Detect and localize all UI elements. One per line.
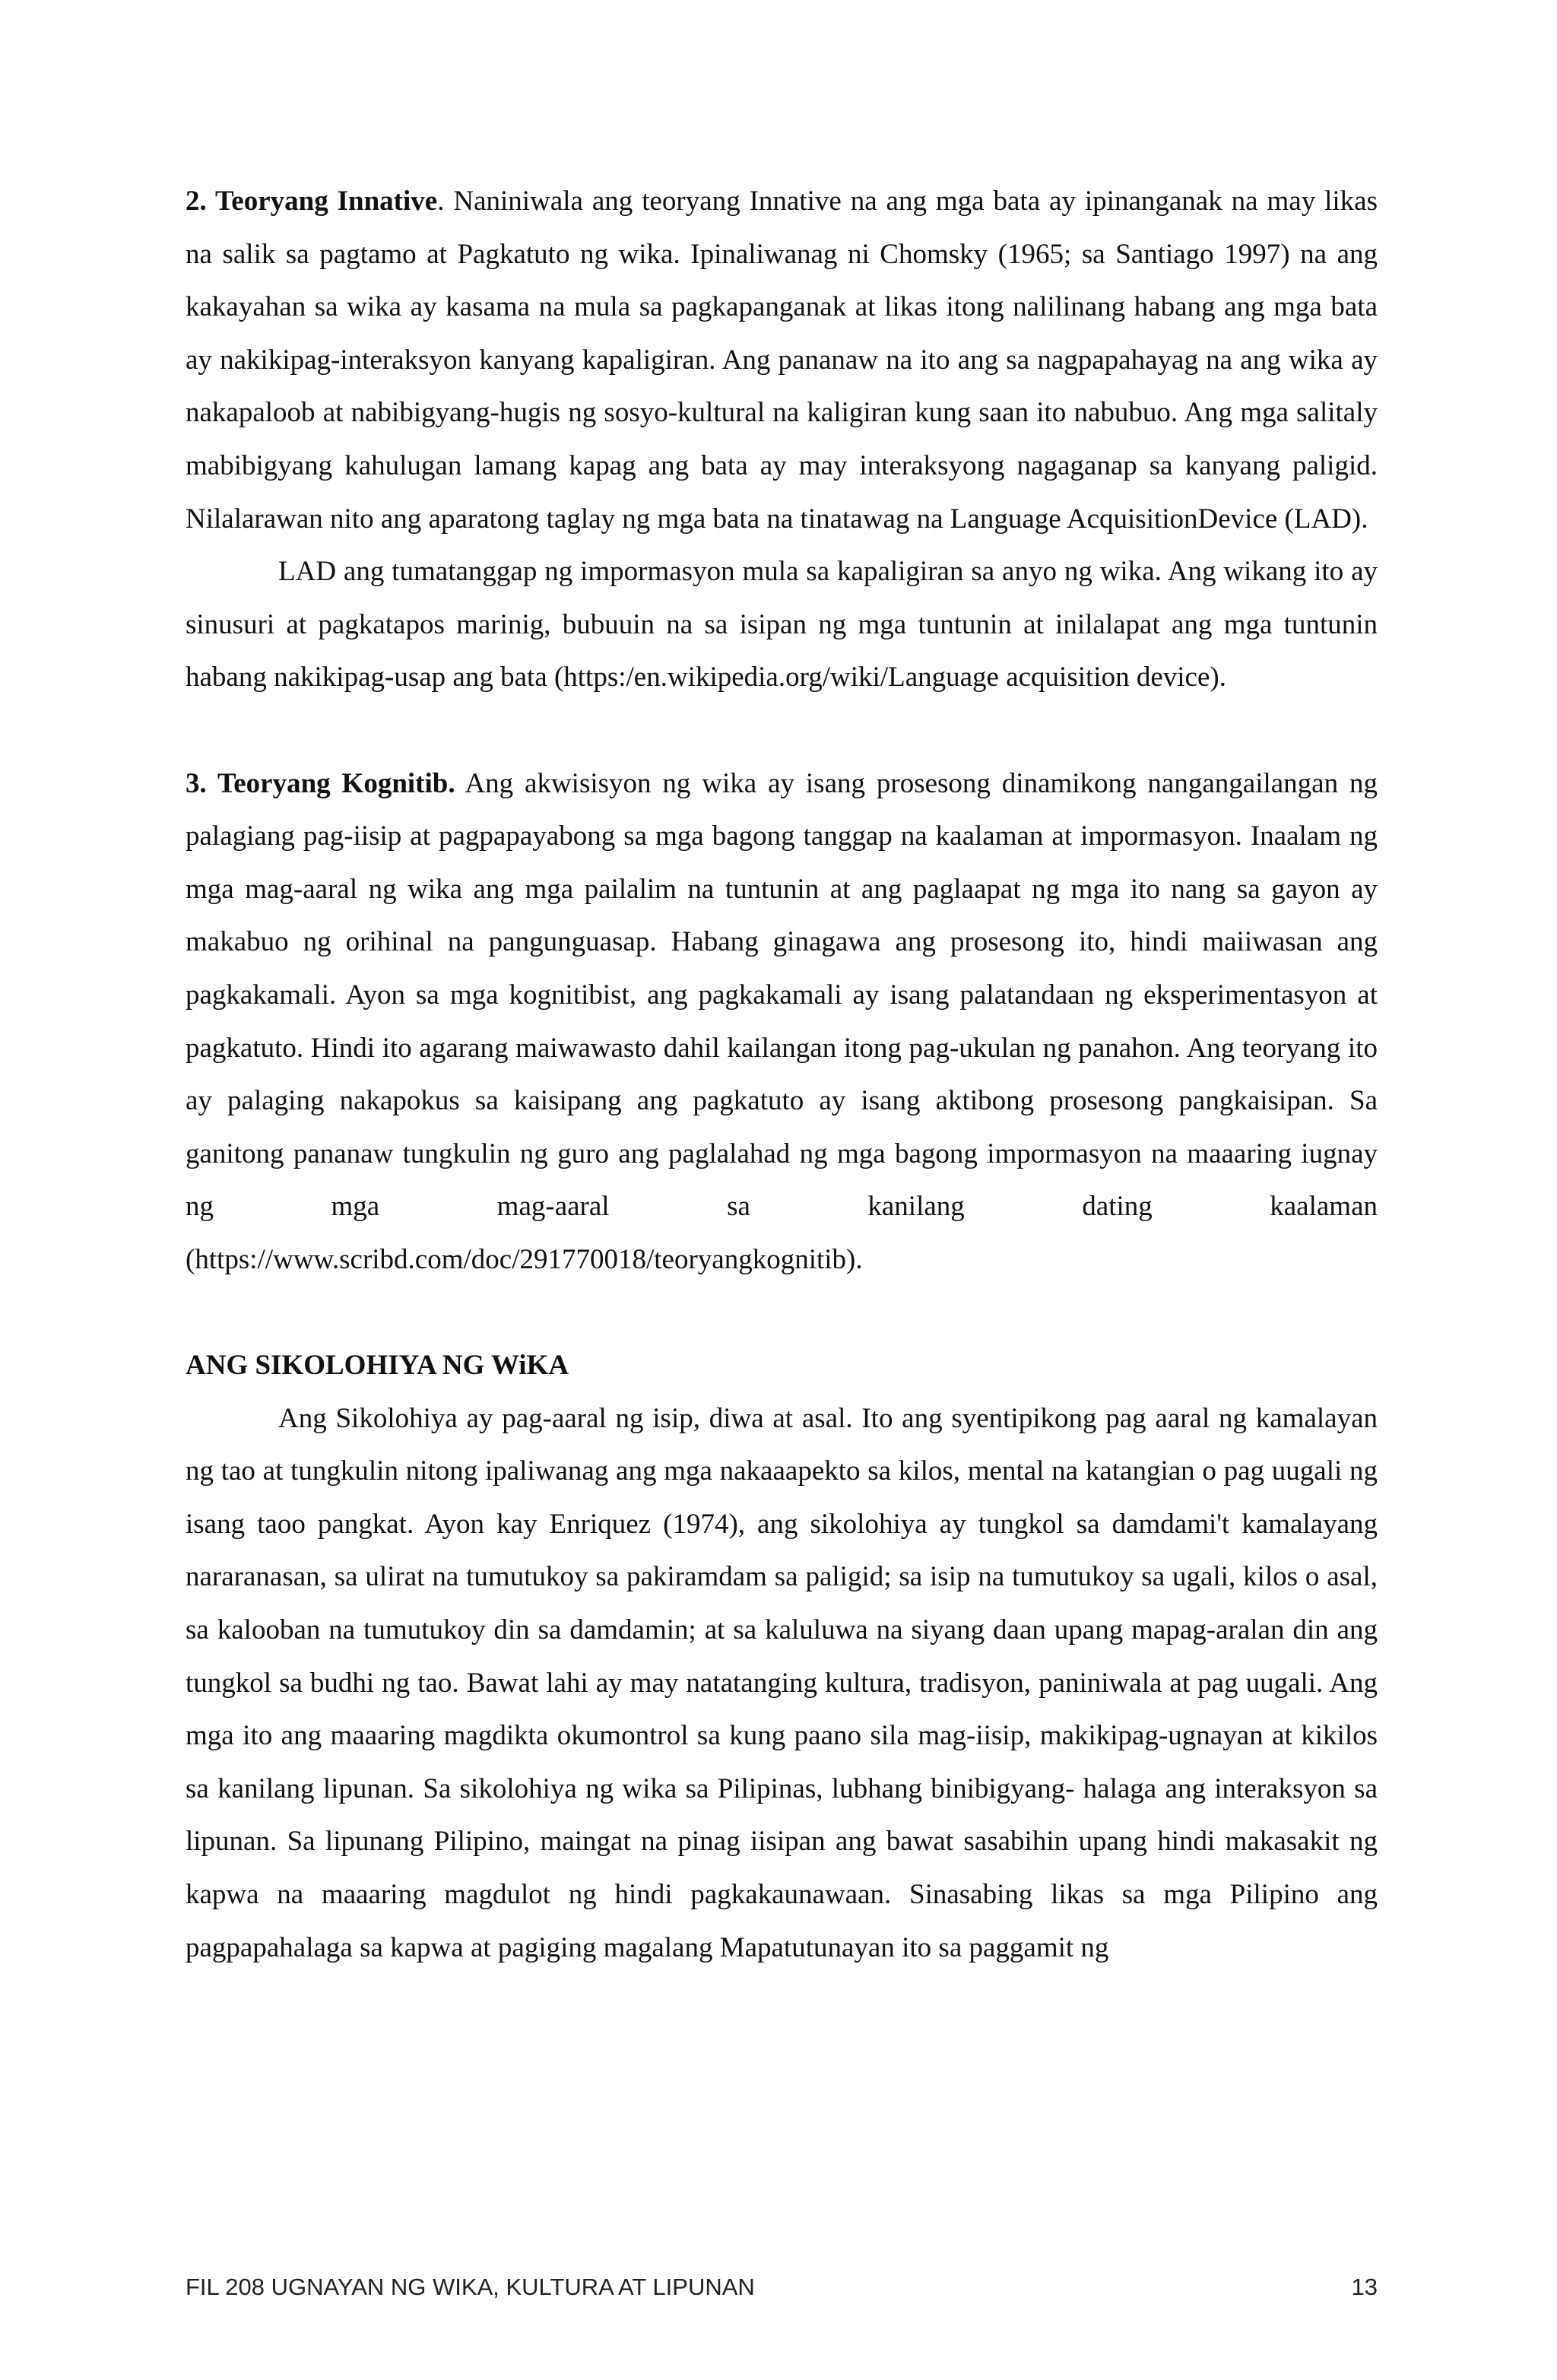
innative-paragraph bbox=[186, 175, 1378, 545]
section-spacer bbox=[186, 1286, 1378, 1339]
sikolohiya-paragraph: Ang Sikolohiya ay pag-aaral ng isip, diwa at asal. Ito ang syentipikong pag aaral ng kamalayan ng tao at tungkulin nitong ipaliwanag ang mga nakaaapekto sa kilos, mental na katangian o pag uugali ng isang taoo pangkat. Ayon kay Enriquez (1974), ang sikolohiya ay tungkol sa damdami't kamalayang nararanasan, sa ulirat na tumutukoy sa pakiramdam sa paligid; sa isip na tumutukoy sa ugali, kilos o asal, sa kalooban na tumutukoy din sa damdamin; at sa kaluluwa na siyang daan upang mapag-aralan din ang tungkol sa budhi ng tao. Bawat lahi ay may natatanging kultura, tradisyon, paniniwala at pag uugali. Ang mga ito ang maaaring magdikta okumontrol sa kung paano sila mag-iisip, makikipag-ugnayan at kikilos sa kanilang lipunan. Sa sikolohiya ng wika sa Pilipinas, lubhang binibigyang- halaga ang interaksyon sa lipunan. Sa lipunang Pilipino, maingat na pinag iisipan ang bawat sasabihin upang hindi makasakit ng kapwa na maaaring magdulot ng hindi pagkakaunawaan. Sinasabing likas sa mga Pilipino ang pagpapahalaga sa kapwa at pagiging magalang Mapatutunayan ito sa paggamit ng bbox=[186, 1402, 1378, 1963]
sikolohiya-title: ANG SIKOLOHIYA NG WiKA bbox=[186, 1350, 569, 1382]
section-spacer bbox=[186, 704, 1378, 757]
document-body bbox=[186, 175, 1378, 1974]
innative-text: . Naniniwala ang teoryang Innative na ang mga bata ay ipinanganak na may likas na salik sa pagtamo at Pagkatuto ng wika. Ipinaliwanag ni Chomsky (1965; sa Santiago 1997) na ang kakayahan sa wika ay kasama na mula sa pagkapanganak at likas itong nalilinang habang ang mga bata ay nakikipag-interaksyon kanyang kapaligiran. Ang pananaw na ito ang sa nagpapahayag na ang wika ay nakapaloob at nabibigyang-hugis ng sosyo-kultural na kaligiran kung saan ito nabubuo. Ang mga salitaly mabibigyang kahulugan lamang kapag ang bata ay may interaksyong nagaganap sa kanyang paligid. Nilalarawan nito ang aparatong taglay ng mga bata na tinatawag na Language AcquisitionDevice (LAD). bbox=[186, 186, 1378, 535]
page-footer bbox=[186, 2274, 1378, 2301]
kognitib-paragraph bbox=[186, 757, 1378, 1287]
footer-page-number: 13 bbox=[1351, 2274, 1378, 2300]
footer-course-title: FIL 208 UGNAYAN NG WIKA, KULTURA AT LIPUNAN bbox=[186, 2274, 755, 2300]
lad-paragraph: LAD ang tumatanggap ng impormasyon mula sa kapaligiran sa anyo ng wika. Ang wikang ito ay sinusuri at pagkatapos marinig, bubuuin na sa isipan ng mga tuntunin at inilalapat ang mga tuntunin habang nakikipag-usap ang bata (https:/en.wikipedia.org/wiki/Language acquisition device). bbox=[186, 556, 1378, 693]
kognitib-heading: 3. Teoryang Kognitib. bbox=[186, 767, 455, 799]
kognitib-text: Ang akwisisyon ng wika ay isang prosesong dinamikong nangangailangan ng palagiang pag-iisip at pagpapayabong sa mga bagong tanggap na kaalaman at impormasyon. Inaalam ng mga mag-aaral ng wika ang mga pailalim na tuntunin at ang paglaapat ng mga ito nang sa gayon ay makabuo ng orihinal na pangunguasap. Habang ginagawa ang prosesong ito, hindi maiiwasan ang pagkakamali. Ayon sa mga kognitibist, ang pagkakamali ay isang palatandaan ng eksperimentasyon at pagkatuto. Hindi ito agarang maiwawasto dahil kailangan itong pag-ukulan ng panahon. Ang teoryang ito ay palaging nakapokus sa kaisipang ang pagkatuto ay isang aktibong prosesong pangkaisipan. Sa ganitong pananaw tungkulin ng guro ang paglalahad ng mga bagong impormasyon na maaaring iugnay ng mga mag-aaral sa kanilang dating kaalaman (https://www.scribd.com/doc/291770018/teoryangkognitib). bbox=[186, 767, 1378, 1275]
innative-heading: 2. Teoryang Innative bbox=[186, 186, 438, 217]
